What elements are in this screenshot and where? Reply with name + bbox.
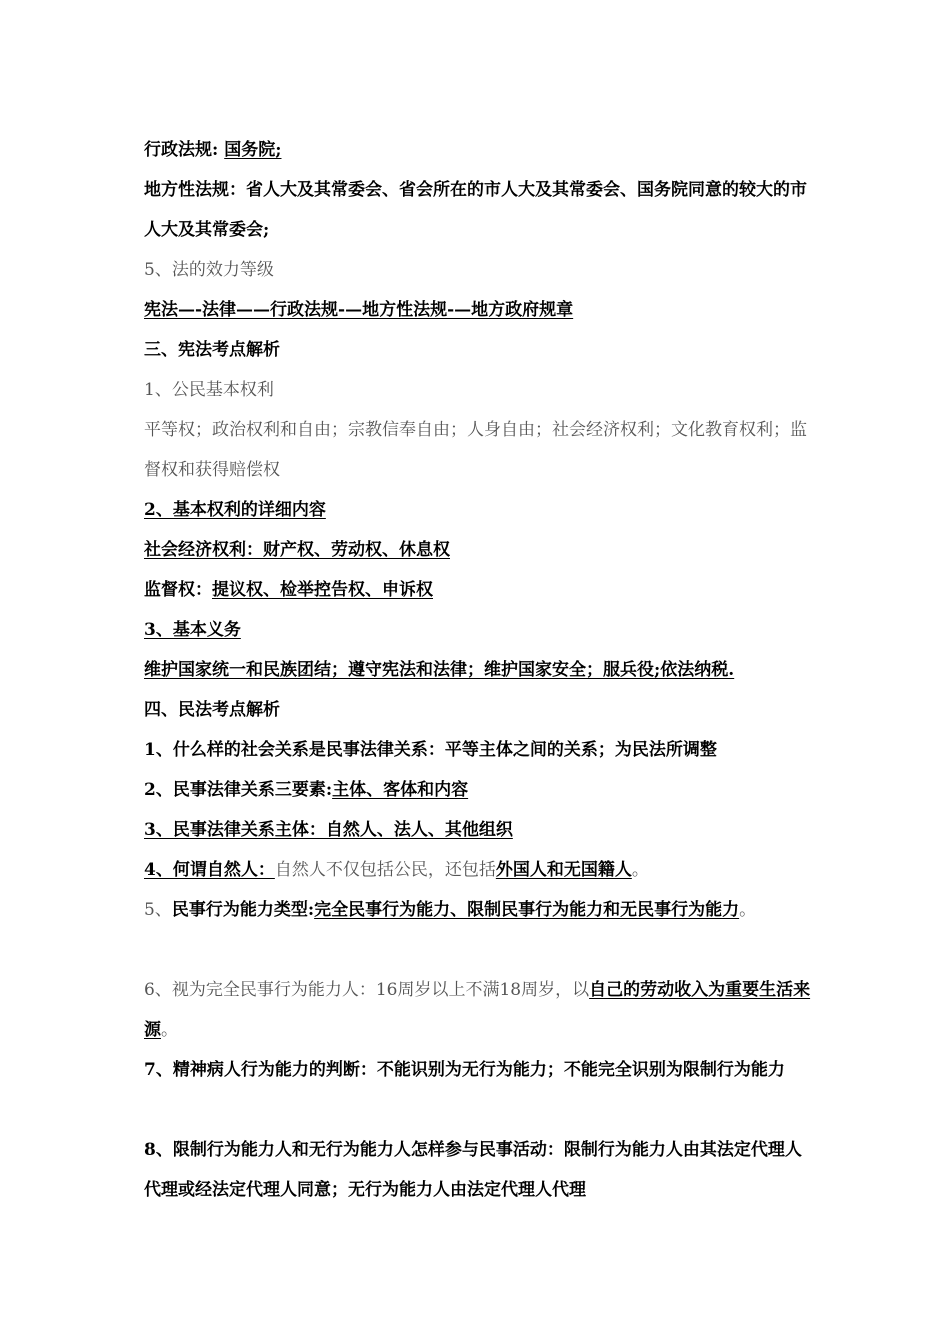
text-legal-hierarchy: 5、法的效力等级 — [144, 260, 274, 280]
text-basic-rights: 1、公民基本权利 — [144, 380, 274, 400]
para-limited-capacity — [144, 1130, 814, 1210]
text-period: 。 — [739, 900, 757, 920]
label-three-elements: 2、民事法律关系三要素: — [144, 780, 333, 800]
para-civil-subjects — [144, 810, 814, 850]
text-social-economic-rights: 社会经济权利：财产权、劳动权、休息权 — [144, 540, 450, 560]
heading-legal-hierarchy — [144, 250, 814, 290]
para-capacity-types — [144, 890, 814, 930]
heading-rights-details — [144, 490, 814, 530]
para-natural-person — [144, 850, 814, 890]
label-admin-regulation: 行政法规: — [144, 140, 225, 160]
section-heading-civil-law — [144, 690, 814, 730]
text-local-regulation: 地方性法规：省人大及其常委会、省会所在的市人大及其常委会、国务院同意的较大的市人大及其常委会; — [144, 180, 807, 240]
value-labor-income: 自己的劳动收入为重要生活来源 — [144, 980, 811, 1040]
para-rights-list — [144, 410, 814, 490]
text-hierarchy-chain: 宪法—-法律——行政法规-—地方性法规-—地方政府规章 — [144, 300, 574, 320]
heading-basic-duties — [144, 610, 814, 650]
value-state-council: 国务院; — [224, 140, 282, 160]
para-deemed-full-capacity — [144, 970, 814, 1050]
text-civil-subjects: 3、民事法律关系主体：自然人、法人、其他组织 — [144, 820, 513, 840]
text-deemed-full-capacity: 6、视为完全民事行为能力人：16周岁以上不满18周岁，以 — [144, 980, 590, 1000]
para-local-regulation — [144, 170, 814, 250]
value-foreigners: 外国人和无国籍人 — [495, 860, 632, 880]
para-social-economic-rights — [144, 530, 814, 570]
text-natural-person: 自然人不仅包括公民，还包括 — [274, 860, 496, 880]
text-period: 。 — [161, 1020, 178, 1040]
para-admin-regulation — [144, 130, 814, 170]
value-supervision-rights: 提议权、检举控告权、申诉权 — [212, 580, 433, 600]
text-duties-list: 维护国家统一和民族团结；遵守宪法和法律；维护国家安全；服兵役;依法纳税. — [144, 660, 735, 680]
value-capacity-types: 完全民事行为能力、限制民事行为能力和无民事行为能力 — [314, 900, 740, 920]
para-three-elements — [144, 770, 814, 810]
heading-basic-rights — [144, 370, 814, 410]
text-limited-capacity: 8、限制行为能力人和无行为能力人怎样参与民事活动：限制行为能力人由其法定代理人代理或经法定代理人同意；无行为能力人由法定代理人代理 — [144, 1140, 802, 1200]
para-hierarchy-chain — [144, 290, 814, 330]
label-capacity-types: 民事行为能力类型: — [171, 900, 315, 920]
para-mental-illness — [144, 1050, 814, 1090]
text-item-number: 5、 — [144, 900, 172, 920]
text-period: 。 — [631, 860, 649, 880]
text-rights-list: 平等权；政治权利和自由；宗教信奉自由；人身自由；社会经济权利；文化教育权利；监督权和获得赔偿权 — [144, 420, 807, 480]
text-section-constitution: 三、宪法考点解析 — [144, 340, 280, 360]
para-duties-list — [144, 650, 814, 690]
text-civil-relations: 1、什么样的社会关系是民事法律关系：平等主体之间的关系；为民法所调整 — [144, 740, 717, 760]
para-supervision-rights — [144, 570, 814, 610]
label-natural-person: 4、何谓自然人： — [144, 860, 275, 880]
section-heading-constitution — [144, 330, 814, 370]
text-rights-details: 2、基本权利的详细内容 — [144, 500, 326, 520]
text-basic-duties: 3、基本义务 — [144, 620, 241, 640]
label-supervision-rights: 监督权： — [144, 580, 212, 600]
value-three-elements: 主体、客体和内容 — [332, 780, 469, 800]
text-section-civil-law: 四、民法考点解析 — [144, 700, 280, 720]
para-civil-relations — [144, 730, 814, 770]
text-mental-illness: 7、精神病人行为能力的判断：不能识别为无行为能力；不能完全识别为限制行为能力 — [144, 1060, 785, 1080]
